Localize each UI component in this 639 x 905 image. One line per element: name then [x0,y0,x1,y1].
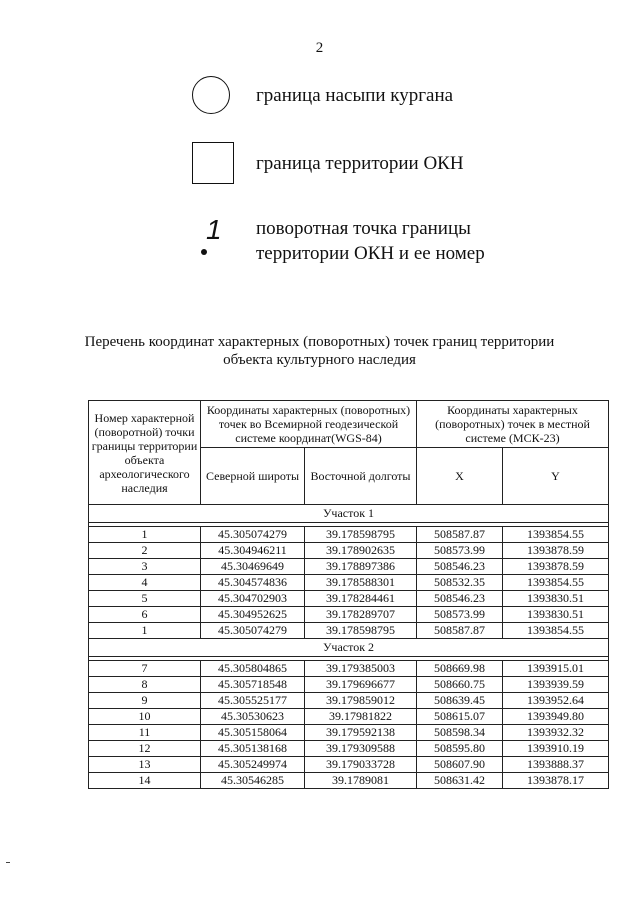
cell-point-number: 1 [89,527,201,543]
cell-longitude: 39.179592138 [305,725,417,741]
cell-y: 1393932.32 [503,725,609,741]
table-row [89,693,609,709]
cell-point-number: 9 [89,693,201,709]
cell-longitude: 39.178902635 [305,543,417,559]
coordinates-table [88,400,609,789]
header-y: Y [503,448,609,505]
cell-longitude: 39.178598795 [305,623,417,639]
cell-x: 508546.23 [417,591,503,607]
cell-point-number: 14 [89,773,201,789]
cell-longitude: 39.178284461 [305,591,417,607]
section-row [89,639,609,657]
cell-latitude: 45.30469649 [201,559,305,575]
table-row [89,773,609,789]
cell-y: 1393878.17 [503,773,609,789]
table-row [89,543,609,559]
cell-x: 508639.45 [417,693,503,709]
cell-y: 1393854.55 [503,623,609,639]
page-number: 2 [315,40,324,56]
table-body [89,505,609,789]
cell-x: 508598.34 [417,725,503,741]
cell-latitude: 45.305158064 [201,725,305,741]
table-caption [60,333,579,369]
cell-point-number: 6 [89,607,201,623]
cell-latitude: 45.304702903 [201,591,305,607]
table-row [89,591,609,607]
table-row [89,559,609,575]
cell-x: 508573.99 [417,543,503,559]
cell-latitude: 45.305249974 [201,757,305,773]
cell-longitude: 39.178598795 [305,527,417,543]
cell-latitude: 45.305074279 [201,527,305,543]
table-row [89,757,609,773]
cell-latitude: 45.305525177 [201,693,305,709]
table-row [89,741,609,757]
cell-y: 1393949.80 [503,709,609,725]
header-north-latitude: Северной широты [201,448,305,505]
cell-y: 1393878.59 [503,559,609,575]
legend-label: граница территории ОКН [256,152,464,174]
legend-label [256,216,485,266]
cell-y: 1393854.55 [503,527,609,543]
cell-point-number: 8 [89,677,201,693]
point-dot-icon [201,249,207,255]
cell-x: 508587.87 [417,623,503,639]
table-row [89,677,609,693]
cell-longitude: 39.178588301 [305,575,417,591]
cell-point-number: 11 [89,725,201,741]
header-wgs84: Координаты характерных (поворотных) точек во Всемирной геодезической системе координат(WGS-84) [201,401,417,448]
legend-label: граница насыпи кургана [256,84,454,106]
header-msk23: Координаты характерных (поворотных) точек в местной системе (МСК-23) [417,401,609,448]
table-row [89,623,609,639]
cell-y: 1393910.19 [503,741,609,757]
cell-longitude: 39.179385003 [305,661,417,677]
cell-y: 1393830.51 [503,607,609,623]
cell-longitude: 39.178289707 [305,607,417,623]
cell-point-number: 5 [89,591,201,607]
cell-longitude: 39.179696677 [305,677,417,693]
section-title: Участок 2 [89,639,609,657]
table-row [89,527,609,543]
cell-latitude: 45.30530623 [201,709,305,725]
turning-point-icon [192,216,234,266]
cell-longitude: 39.179859012 [305,693,417,709]
legend-label-line1: поворотная точка границы [256,218,471,239]
cell-latitude: 45.304946211 [201,543,305,559]
caption-line1: Перечень координат характерных (поворотных) точек границ территории [84,334,555,350]
header-point-number: Номер характерной (поворотной) точки границы территории объекта археологического наследия [89,401,201,505]
legend-item-turning-point [192,216,485,266]
cell-x: 508607.90 [417,757,503,773]
cell-x: 508595.80 [417,741,503,757]
cell-latitude: 45.305074279 [201,623,305,639]
table-row [89,607,609,623]
cell-latitude: 45.305138168 [201,741,305,757]
cell-latitude: 45.30546285 [201,773,305,789]
cell-longitude: 39.178897386 [305,559,417,575]
cell-x: 508587.87 [417,527,503,543]
cell-y: 1393939.59 [503,677,609,693]
cell-x: 508573.99 [417,607,503,623]
cell-longitude: 39.179033728 [305,757,417,773]
section-title: Участок 1 [89,505,609,523]
cell-longitude: 39.17981822 [305,709,417,725]
cell-x: 508631.42 [417,773,503,789]
table-row [89,725,609,741]
cell-latitude: 45.304952625 [201,607,305,623]
header-east-longitude: Восточной долготы [305,448,417,505]
legend-label-line2: территории ОКН и ее номер [256,243,485,264]
cell-x: 508615.07 [417,709,503,725]
table-row [89,575,609,591]
cell-point-number: 10 [89,709,201,725]
cell-latitude: 45.305718548 [201,677,305,693]
cell-latitude: 45.305804865 [201,661,305,677]
header-x: X [417,448,503,505]
circle-icon [192,76,230,114]
table-row [89,661,609,677]
cell-point-number: 13 [89,757,201,773]
cell-x: 508660.75 [417,677,503,693]
cell-y: 1393878.59 [503,543,609,559]
cell-y: 1393830.51 [503,591,609,607]
cell-point-number: 1 [89,623,201,639]
cell-x: 508532.35 [417,575,503,591]
cell-point-number: 3 [89,559,201,575]
cell-y: 1393888.37 [503,757,609,773]
scan-mark [6,862,10,863]
cell-point-number: 4 [89,575,201,591]
cell-x: 508669.98 [417,661,503,677]
cell-point-number: 12 [89,741,201,757]
cell-longitude: 39.1789081 [305,773,417,789]
cell-y: 1393952.64 [503,693,609,709]
cell-y: 1393915.01 [503,661,609,677]
legend-item-mound-boundary [192,76,453,114]
caption-line2: объекта культурного наследия [223,352,416,368]
cell-point-number: 7 [89,661,201,677]
table-row [89,709,609,725]
turning-point-number: 1 [206,214,222,245]
section-row [89,505,609,523]
cell-x: 508546.23 [417,559,503,575]
cell-latitude: 45.304574836 [201,575,305,591]
square-icon [192,142,234,184]
cell-y: 1393854.55 [503,575,609,591]
legend-item-territory-boundary [192,142,464,184]
cell-longitude: 39.179309588 [305,741,417,757]
cell-point-number: 2 [89,543,201,559]
